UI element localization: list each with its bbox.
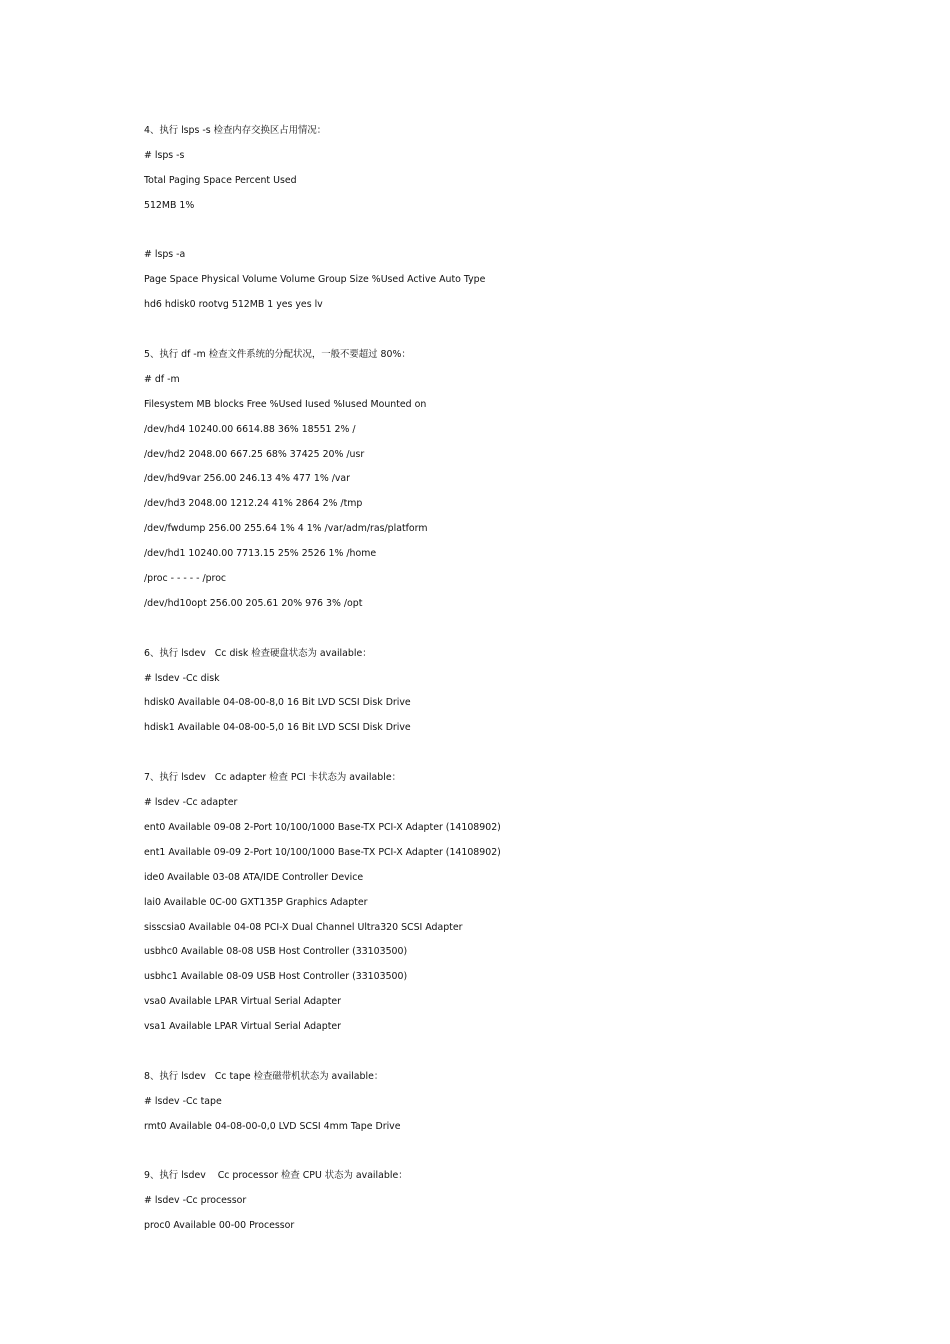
- blank-line: [144, 622, 904, 647]
- section-7-line-1: # lsdev -Cc adapter: [144, 797, 238, 809]
- section-5-line-4: /dev/hd2 2048.00 667.25 68% 37425 20% /usr: [144, 448, 365, 460]
- section-6-line-1: # lsdev -Cc disk: [144, 672, 220, 684]
- section-9-heading: 9、执行 lsdev Cc processor 检查 CPU 状态为 available：: [144, 1170, 408, 1182]
- section-4-line-4: [144, 224, 904, 249]
- section-7-line-8: usbhc1 Available 08-09 USB Host Controller (33103500): [144, 971, 408, 983]
- section-4-line-1: # lsps -s: [144, 149, 185, 161]
- section-7-line-2: ent0 Available 09-08 2-Port 10/100/1000 Base-TX PCI-X Adapter (14108902): [144, 821, 501, 833]
- section-5-line-6: /dev/hd3 2048.00 1212.24 41% 2864 2% /tmp: [144, 498, 363, 510]
- section-5-heading: 5、执行 df -m 检查文件系统的分配状况，一般不要超过 80%：: [144, 349, 411, 361]
- blank-line: [144, 1145, 904, 1170]
- section-7-line-6: sisscsia0 Available 04-08 PCI-X Dual Channel Ultra320 SCSI Adapter: [144, 921, 463, 933]
- section-5-line-9: /proc - - - - - /proc: [144, 573, 227, 585]
- section-7-line-10: vsa1 Available LPAR Virtual Serial Adapter: [144, 1021, 342, 1033]
- section-7-line-3: ent1 Available 09-09 2-Port 10/100/1000 Base-TX PCI-X Adapter (14108902): [144, 846, 501, 858]
- section-5-line-7: /dev/fwdump 256.00 255.64 1% 4 1% /var/adm/ras/platform: [144, 523, 428, 535]
- section-7-line-7: usbhc0 Available 08-08 USB Host Controller (33103500): [144, 946, 408, 958]
- section-5-line-3: /dev/hd4 10240.00 6614.88 36% 18551 2% /: [144, 423, 356, 435]
- blank-line: [144, 746, 904, 771]
- section-5-line-8: /dev/hd1 10240.00 7713.15 25% 2526 1% /home: [144, 548, 377, 560]
- section-7-line-5: lai0 Available 0C-00 GXT135P Graphics Adapter: [144, 896, 368, 908]
- section-4-line-6: Page Space Physical Volume Volume Group Size %Used Active Auto Type: [144, 274, 486, 286]
- section-5-line-1: # df -m: [144, 373, 180, 385]
- section-7-heading: 7、执行 lsdev Cc adapter 检查 PCI 卡状态为 available：: [144, 772, 401, 784]
- section-4-line-3: 512MB 1%: [144, 199, 195, 211]
- section-4-line-5: # lsps -a: [144, 249, 186, 261]
- section-8-line-2: rmt0 Available 04-08-00-0,0 LVD SCSI 4mm Tape Drive: [144, 1120, 401, 1132]
- section-8-heading: 8、执行 lsdev Cc tape 检查磁带机状态为 available：: [144, 1070, 384, 1082]
- blank-line: [144, 1045, 904, 1070]
- section-5-line-5: /dev/hd9var 256.00 246.13 4% 477 1% /var: [144, 473, 351, 485]
- document-body: [144, 124, 904, 1244]
- section-7-line-4: ide0 Available 03-08 ATA/IDE Controller Device: [144, 871, 364, 883]
- section-9-line-1: # lsdev -Cc processor: [144, 1195, 247, 1207]
- section-8-line-1: # lsdev -Cc tape: [144, 1095, 222, 1107]
- section-6-heading: 6、执行 lsdev Cc disk 检查硬盘状态为 available：: [144, 647, 372, 659]
- section-5-line-10: /dev/hd10opt 256.00 205.61 20% 976 3% /opt: [144, 597, 363, 609]
- section-4-line-7: hd6 hdisk0 rootvg 512MB 1 yes yes lv: [144, 299, 323, 311]
- blank-line: [144, 323, 904, 348]
- section-7-line-9: vsa0 Available LPAR Virtual Serial Adapter: [144, 996, 342, 1008]
- section-4-heading: 4、执行 lsps -s 检查内存交换区占用情况：: [144, 125, 327, 136]
- section-9-line-2: proc0 Available 00-00 Processor: [144, 1220, 295, 1232]
- section-4-line-2: Total Paging Space Percent Used: [144, 174, 297, 186]
- section-6-line-2: hdisk0 Available 04-08-00-8,0 16 Bit LVD SCSI Disk Drive: [144, 697, 411, 709]
- section-5-line-2: Filesystem MB blocks Free %Used Iused %Iused Mounted on: [144, 398, 427, 410]
- section-6-line-3: hdisk1 Available 04-08-00-5,0 16 Bit LVD SCSI Disk Drive: [144, 722, 411, 734]
